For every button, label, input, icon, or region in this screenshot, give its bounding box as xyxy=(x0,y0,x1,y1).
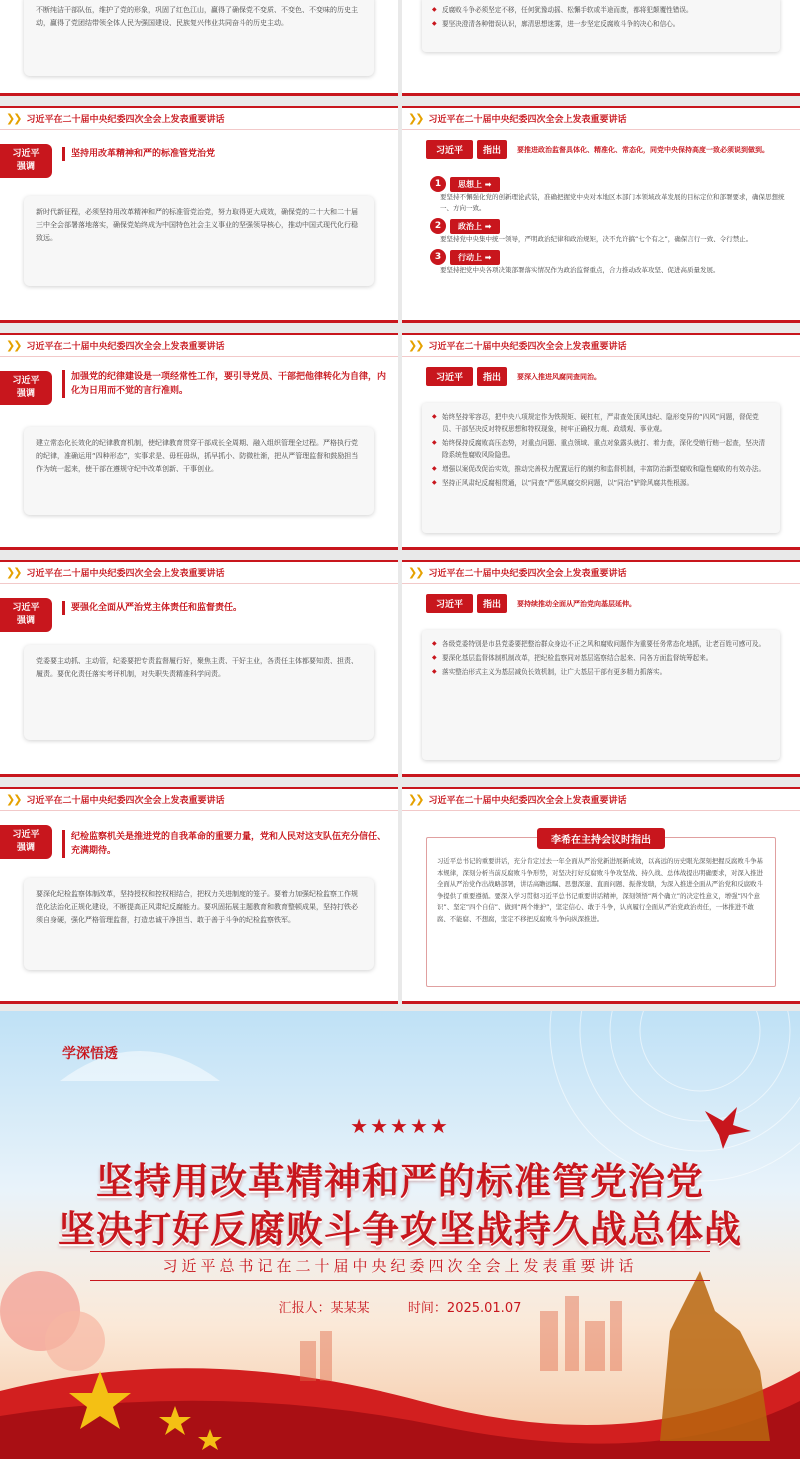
content-card xyxy=(24,196,374,286)
slide-header xyxy=(402,106,800,130)
tag-xjp-qiangdiao xyxy=(0,598,52,632)
list-item: ◆ 反腐败斗争必须坚定不移，任何犹豫动摇、松懈手软或半途而废，都将犯颠覆性错误。 xyxy=(432,4,770,16)
pill-row xyxy=(426,140,769,159)
slide-header xyxy=(402,787,800,811)
header-title: 习近平在二十届中央纪委四次全会上发表重要讲话 xyxy=(428,115,627,125)
li-xi-heading: 李希在主持会议时指出 xyxy=(537,828,665,849)
step-item xyxy=(430,218,786,245)
cover-subtitle: 习近平总书记在二十届中央纪委四次全会上发表重要讲话 xyxy=(90,1251,710,1281)
li-xi-body: 习近平总书记的重要讲话，充分肯定过去一年全面从严治党新进展新成效，以高远的历史眼光深刻把握反腐败斗争基本规律，深刻分析当前反腐败斗争形势，对坚决打好反腐败斗争攻坚战、持久战、总体战提出明确要求，对深入推进全面从严治党作出战略部署，讲话高瞻远瞩、思想深邃、直面问题、振聋发聩，为深入推进全面从严治党和反腐败斗争提供了重要遵循。要深入学习贯彻习近平总书记重要讲话精神，深刻领悟“两个确立”的决定性意义，增强“四个意识”、坚定“四个自信”、做到“两个维护”，坚定信心、敢于斗争，认真履行全面从严治党政治责任，一体推进不敢腐、不能腐、不想腐，坚定不移把反腐败斗争向纵深推进。 xyxy=(437,857,763,923)
bullet-list xyxy=(432,4,770,30)
slide-bottom-bar xyxy=(402,320,800,323)
step-label: 行动上 ➡ xyxy=(450,250,500,265)
content-card xyxy=(422,0,780,52)
bullet-list xyxy=(432,638,770,678)
step-label: 思想上 ➡ xyxy=(450,177,500,192)
cover-title-1: 坚持用改革精神和严的标准管党治党 xyxy=(96,1159,704,1203)
step-number: 2 xyxy=(430,218,446,234)
tag-label: 习近平 强调 xyxy=(12,376,40,399)
header-title: 习近平在二十届中央纪委四次全会上发表重要讲话 xyxy=(26,796,225,806)
slide-bottom-bar xyxy=(0,774,398,777)
slide-wind-corruption xyxy=(402,333,800,550)
slide-political-supervision xyxy=(402,106,800,323)
chevron-icon: ❯❯ xyxy=(6,566,21,579)
step-number: 3 xyxy=(430,249,446,265)
header-title: 习近平在二十届中央纪委四次全会上发表重要讲话 xyxy=(428,569,627,579)
tag-zhichu: 指出 xyxy=(477,367,507,386)
header-title: 习近平在二十届中央纪委四次全会上发表重要讲话 xyxy=(26,569,225,579)
slide-left-2 xyxy=(0,333,398,550)
lead-text: 要持续推动全面从严治党向基层延伸。 xyxy=(517,599,637,608)
li-xi-box xyxy=(426,837,776,987)
chevron-icon: ❯❯ xyxy=(408,793,423,806)
cover-slide xyxy=(0,1011,800,1459)
slide-top-right xyxy=(402,0,800,96)
slide-header xyxy=(402,560,800,584)
list-item: ◆ 要深化基层监督体制机制改革，把纪检监察同对基层巡察结合起来、同各方面监督统筹起来。 xyxy=(432,652,770,664)
lead-text: 要深入推进风腐同查同治。 xyxy=(517,372,602,381)
slide-header xyxy=(0,560,398,584)
slide-bottom-bar xyxy=(0,320,398,323)
tag-xjp: 习近平 xyxy=(426,140,473,159)
step-item xyxy=(430,249,786,276)
card-body: 新时代新征程，必须坚持用改革精神和严的标准管党治党，努力取得更大成效，确保党的二十大和二十届三中全会部署落地落实，确保党始终成为中国特色社会主义事业的坚强领导核心，推动中国式现代化行稳致远。 xyxy=(36,208,358,242)
step-label: 政治上 ➡ xyxy=(450,219,500,234)
list-item: ◆ 始终保持反腐败高压态势，对重点问题、重点领域、重点对象露头就打、着力查，深化受贿行贿一起查，坚决清除系统性腐败风险隐患。 xyxy=(432,437,770,461)
slide-header xyxy=(0,787,398,811)
slide-grassroots xyxy=(402,560,800,777)
step-number: 1 xyxy=(430,176,446,192)
content-card xyxy=(24,878,374,970)
slide-left-3 xyxy=(0,560,398,777)
bullet-list xyxy=(432,411,770,489)
tag-label: 习近平 强调 xyxy=(12,603,40,626)
content-card xyxy=(24,0,374,76)
chevron-icon: ❯❯ xyxy=(6,339,21,352)
slide-bottom-bar xyxy=(0,93,398,96)
chevron-icon: ❯❯ xyxy=(6,112,21,125)
tag-xjp-qiangdiao xyxy=(0,371,52,405)
slide-bottom-bar xyxy=(402,774,800,777)
pill-row xyxy=(426,367,601,386)
slide-header xyxy=(0,106,398,130)
tag-label: 习近平 强调 xyxy=(12,830,40,853)
slide-bottom-bar xyxy=(0,1001,398,1004)
slide-left-4 xyxy=(0,787,398,1004)
lead-text: 加强党的纪律建设是一项经常性工作，要引导党员、干部把他律转化为自律，内化为日用而不觉的言行准则。 xyxy=(62,370,386,398)
content-card xyxy=(422,403,780,533)
steps-list xyxy=(430,176,786,280)
slide-left-1 xyxy=(0,106,398,323)
header-title: 习近平在二十届中央纪委四次全会上发表重要讲话 xyxy=(26,115,225,125)
tag-xjp-qiangdiao xyxy=(0,144,52,178)
reporter: 汇报人：某某某 xyxy=(278,1301,370,1316)
tag-xjp-qiangdiao xyxy=(0,825,52,859)
list-item: ◆ 各级党委特别是市县党委要把整治群众身边不正之风和腐败问题作为重要任务常态化地抓，让老百姓可感可及。 xyxy=(432,638,770,650)
content-card xyxy=(24,427,374,515)
slide-bottom-bar xyxy=(0,547,398,550)
slide-header xyxy=(402,333,800,357)
chevron-icon: ❯❯ xyxy=(408,112,423,125)
card-body: 不断纯洁干部队伍，维护了党的形象，巩固了红色江山，赢得了确保党不变质、不变色、不变味的历史主动，赢得了党团结带领全体人民为强国建设、民族复兴伟业共同奋斗的历史主动。 xyxy=(36,6,358,27)
stars-row: ★★★★★ xyxy=(350,1114,450,1138)
list-item: ◆ 要坚决澄清各种错误认识，廓清思想迷雾，进一步坚定反腐败斗争的决心和信心。 xyxy=(432,18,770,30)
date: 时间：2025.01.07 xyxy=(407,1301,522,1316)
lead-text: 要强化全面从严治党主体责任和监督责任。 xyxy=(62,601,386,615)
lead-text: 纪检监察机关是推进党的自我革命的重要力量，党和人民对这支队伍充分信任、充满期待。 xyxy=(62,830,386,858)
tag-zhichu: 指出 xyxy=(477,140,507,159)
list-item: ◆ 始终坚持零容忍，把中央八项规定作为铁规矩、硬杠杠，严肃查处顶风违纪、隐形变异的“四风”问题，督促党员、干部坚决反对特权思想和特权现象，树牢正确权力观、政绩观、事业观。 xyxy=(432,411,770,435)
header-title: 习近平在二十届中央纪委四次全会上发表重要讲话 xyxy=(428,342,627,352)
chevron-icon: ❯❯ xyxy=(6,793,21,806)
lead-text: 要推进政治监督具体化、精准化、常态化，同党中央保持高度一致必须说到做到。 xyxy=(517,145,770,154)
slide-bottom-bar xyxy=(402,93,800,96)
step-text: 要坚持把党中央各项决策部署落实情况作为政治监督重点，合力推动改革攻坚、促进高质量发展。 xyxy=(440,266,720,274)
slide-bottom-bar xyxy=(402,547,800,550)
slide-bottom-bar xyxy=(402,1001,800,1004)
slide-li-xi xyxy=(402,787,800,1004)
chevron-icon: ❯❯ xyxy=(408,339,423,352)
cover-title-2: 坚决打好反腐败斗争攻坚战持久战总体战 xyxy=(58,1207,742,1251)
list-item: ◆ 增强以案促改促治实效，推动完善权力配置运行的制约和监督机制，丰富防治新型腐败和隐性腐败的有效办法。 xyxy=(432,463,770,475)
list-item: ◆ 落实整治形式主义为基层减负长效机制，让广大基层干部有更多精力抓落实。 xyxy=(432,666,770,678)
content-card xyxy=(24,645,374,740)
tag-zhichu: 指出 xyxy=(477,594,507,613)
card-body: 党委要主动抓、主动管，纪委要把专责监督履行好，聚焦主责、干好主业，各责任主体都要知责、担责、履责。要优化责任落实考评机制，对失职失责精准科学问责。 xyxy=(36,657,358,678)
list-item: ◆ 坚持正风肃纪反腐相贯通，以“同查”严惩风腐交织问题，以“同治”铲除风腐共性根源。 xyxy=(432,477,770,489)
lead-text: 坚持用改革精神和严的标准管党治党 xyxy=(62,147,386,161)
header-title: 习近平在二十届中央纪委四次全会上发表重要讲话 xyxy=(26,342,225,352)
chevron-icon: ❯❯ xyxy=(408,566,423,579)
slide-top-left xyxy=(0,0,398,96)
step-item xyxy=(430,176,786,214)
card-body: 建立常态化长效化的纪律教育机制，使纪律教育贯穿干部成长全周期、融入组织管理全过程。严格执行党的纪律，准确运用“四种形态”，实事求是、毋枉毋纵，抓早抓小、防微杜渐，把从严管理监督和鼓励担当作为统一起来，使干部在遵规守纪中改革创新、干事创业。 xyxy=(36,439,359,473)
tag-label: 习近平 强调 xyxy=(12,149,40,172)
header-title: 习近平在二十届中央纪委四次全会上发表重要讲话 xyxy=(428,796,627,806)
tag-xjp: 习近平 xyxy=(426,594,473,613)
badge-text: 学深悟透 xyxy=(62,1046,118,1062)
step-text: 要坚持不懈强化党的创新理论武装，准确把握党中央对本地区本部门本领域改革发展的目标定位和部署要求，确保思想统一、方向一致。 xyxy=(440,193,785,212)
slide-header xyxy=(0,333,398,357)
content-card xyxy=(422,630,780,760)
tag-xjp: 习近平 xyxy=(426,367,473,386)
cover-meta xyxy=(0,1297,800,1316)
card-body: 要深化纪检监察体制改革，坚持授权和控权相结合，把权力关进制度的笼子。要着力加强纪检监察工作规范化法治化正规化建设，不断提高正风肃纪反腐能力。要巩固拓展主题教育和教育整顿成果，坚持打铁必须自身硬，强化严格管理监督，打造忠诚干净担当、敢于善于斗争的纪检监察铁军。 xyxy=(36,890,358,924)
pill-row xyxy=(426,594,636,613)
step-text: 要坚持党中央集中统一领导，严明政治纪律和政治规矩，决不允许搞“七个有之”，确保言行一致、令行禁止。 xyxy=(440,235,753,243)
